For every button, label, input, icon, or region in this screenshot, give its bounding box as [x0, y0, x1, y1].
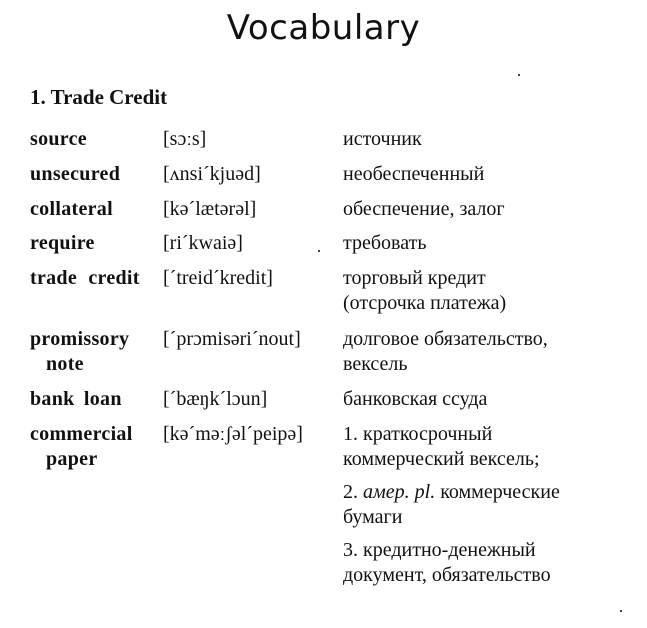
entry-word: require	[30, 232, 95, 254]
meaning-line: бумаги	[343, 506, 403, 528]
entry-transcription: [ˊbæŋkˊlɔun]	[163, 388, 268, 410]
entry-transcription: [ˊtreidˊkredit]	[163, 267, 273, 289]
entry-meaning: необеспеченный	[343, 163, 485, 185]
entry-meaning: источник	[343, 128, 422, 150]
meaning-line: долговое обязательство,	[343, 328, 548, 350]
word-line: promissory	[30, 328, 130, 350]
entry-transcription: [kəˊməːʃəlˊpeipə]	[163, 423, 303, 445]
section-heading: 1. Trade Credit	[30, 85, 168, 109]
scan-speck	[620, 610, 622, 612]
meaning-number: 2.	[343, 481, 358, 503]
word-line: note	[46, 353, 84, 375]
word-line: commercial	[30, 423, 133, 445]
entry-transcription: [ʌnsiˊkjuəd]	[163, 163, 261, 185]
meaning-line: вексель	[343, 353, 408, 375]
entry-meaning: требовать	[343, 232, 427, 254]
entry-word: trade credit	[30, 267, 140, 289]
page-title: Vocabulary	[226, 8, 421, 48]
entry-word	[30, 327, 129, 377]
scan-speck	[318, 250, 320, 252]
meaning-line: 1. краткосрочный	[343, 423, 493, 445]
scan-speck	[518, 74, 520, 76]
meaning-line: документ, обязательство	[343, 564, 551, 586]
entry-transcription: [ˊprɔmisəriˊnout]	[163, 328, 301, 350]
entry-transcription: [sɔːs]	[163, 128, 207, 150]
entry-meaning	[343, 327, 643, 377]
entry-transcription: [kəˊlætərəl]	[163, 198, 257, 220]
entry-transcription: [riˊkwaiə]	[163, 232, 243, 254]
entry-meaning	[343, 266, 643, 316]
entry-word: unsecured	[30, 163, 121, 185]
meaning-line: торговый кредит	[343, 267, 486, 289]
meaning-line: коммерческие	[440, 481, 560, 503]
meaning-line: 3. кредитно-денежный	[343, 539, 536, 561]
entry-word: source	[30, 128, 87, 150]
entry-word	[30, 422, 133, 472]
entry-word: bank loan	[30, 388, 122, 410]
meaning-item-3	[343, 538, 643, 588]
entry-word: collateral	[30, 198, 113, 220]
meaning-line: (отсрочка платежа)	[343, 292, 507, 314]
meaning-usage-note: амер. pl.	[363, 481, 436, 503]
entry-meaning	[343, 422, 643, 588]
word-line: paper	[46, 448, 98, 470]
entry-meaning: обеспечение, залог	[343, 198, 505, 220]
meaning-line: коммерческий вексель;	[343, 448, 540, 470]
meaning-item-1	[343, 422, 643, 472]
meaning-item-2	[343, 480, 643, 530]
entry-meaning: банковская ссуда	[343, 388, 488, 410]
